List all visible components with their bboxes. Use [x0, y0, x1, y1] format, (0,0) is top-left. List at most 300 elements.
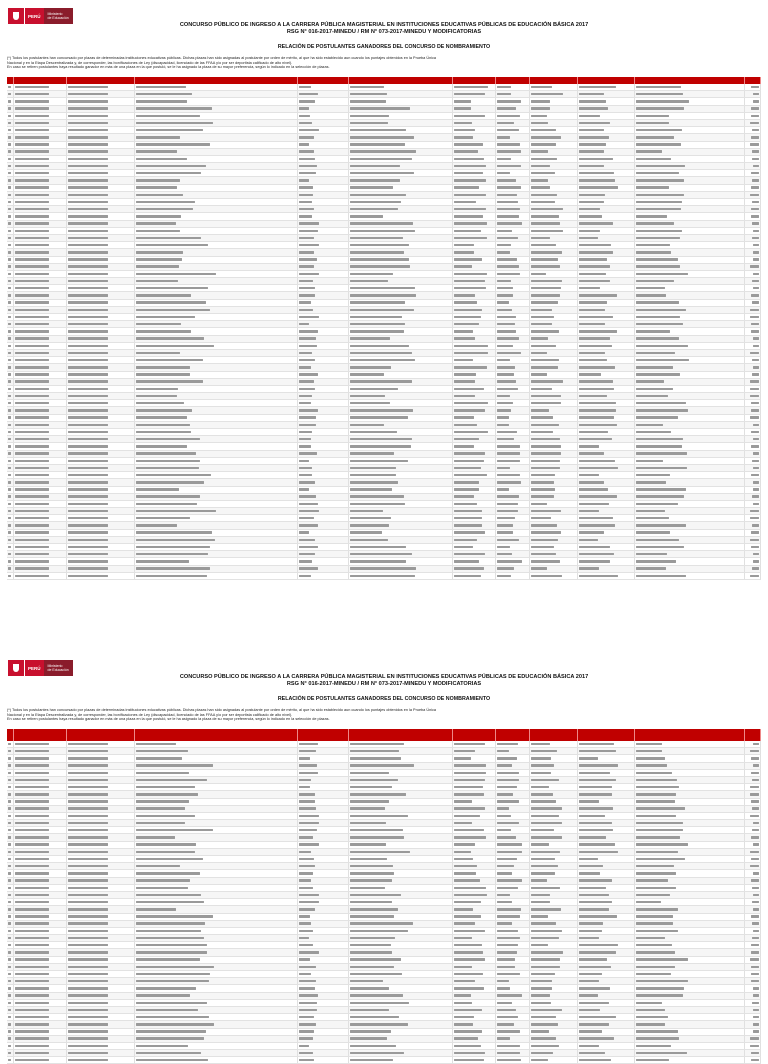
- cell-text-placeholder: [8, 495, 11, 497]
- cell-text-placeholder: [15, 495, 49, 497]
- cell-text-placeholder: [753, 488, 759, 490]
- cell-text-placeholder: [15, 186, 49, 188]
- column-header: [298, 77, 348, 84]
- cell-text-placeholder: [636, 908, 678, 910]
- table-row: [7, 328, 761, 335]
- cell-text-placeholder: [531, 851, 560, 853]
- cell-text-placeholder: [454, 273, 487, 275]
- cell-text-placeholder: [136, 345, 214, 347]
- cell-text-placeholder: [299, 424, 316, 426]
- table-cell: [745, 863, 761, 869]
- table-cell: [67, 1043, 135, 1049]
- cell-text-placeholder: [497, 452, 520, 454]
- table-cell: [349, 978, 453, 984]
- cell-text-placeholder: [531, 258, 558, 260]
- cell-text-placeholder: [636, 495, 684, 497]
- cell-text-placeholder: [531, 107, 550, 109]
- cell-text-placeholder: [299, 553, 315, 555]
- cell-text-placeholder: [636, 1009, 665, 1011]
- cell-text-placeholder: [636, 987, 684, 989]
- table-cell: [578, 957, 635, 963]
- table-cell: [67, 827, 135, 833]
- table-cell: [578, 386, 635, 392]
- table-row: [7, 221, 761, 228]
- cell-text-placeholder: [350, 807, 385, 809]
- cell-text-placeholder: [8, 757, 11, 759]
- cell-text-placeholder: [750, 793, 759, 795]
- cell-text-placeholder: [751, 1052, 759, 1054]
- table-cell: [578, 213, 635, 219]
- table-cell: [67, 336, 135, 342]
- table-cell: [496, 885, 529, 891]
- cell-text-placeholder: [68, 158, 108, 160]
- cell-text-placeholder: [299, 395, 312, 397]
- table-cell: [298, 436, 348, 442]
- cell-text-placeholder: [15, 107, 49, 109]
- table-row: [7, 870, 761, 877]
- table-row: [7, 971, 761, 978]
- table-row: [7, 799, 761, 806]
- table-cell: [496, 537, 529, 543]
- cell-text-placeholder: [8, 100, 11, 102]
- table-cell: [135, 906, 298, 912]
- table-cell: [635, 307, 745, 313]
- table-cell: [745, 300, 761, 306]
- table-cell: [14, 1057, 67, 1063]
- table-cell: [496, 544, 529, 550]
- table-cell: [635, 134, 745, 140]
- cell-text-placeholder: [636, 395, 668, 397]
- table-cell: [496, 156, 529, 162]
- cell-text-placeholder: [68, 843, 108, 845]
- table-cell: [67, 415, 135, 421]
- column-header: [745, 729, 761, 741]
- cell-text-placeholder: [636, 757, 665, 759]
- table-cell: [7, 192, 14, 198]
- cell-text-placeholder: [350, 431, 397, 433]
- cell-text-placeholder: [579, 345, 612, 347]
- cell-text-placeholder: [497, 894, 510, 896]
- cell-text-placeholder: [497, 280, 511, 282]
- table-cell: [7, 820, 14, 826]
- table-cell: [578, 393, 635, 399]
- cell-text-placeholder: [350, 230, 415, 232]
- cell-text-placeholder: [579, 908, 609, 910]
- cell-text-placeholder: [68, 980, 108, 982]
- cell-text-placeholder: [454, 879, 480, 881]
- table-cell: [635, 863, 745, 869]
- cell-text-placeholder: [8, 901, 11, 903]
- cell-text-placeholder: [68, 567, 108, 569]
- cell-text-placeholder: [299, 966, 316, 968]
- table-cell: [496, 113, 529, 119]
- cell-text-placeholder: [68, 230, 108, 232]
- table-row: [7, 249, 761, 256]
- cell-text-placeholder: [136, 872, 200, 874]
- table-cell: [67, 213, 135, 219]
- table-cell: [745, 98, 761, 104]
- cell-text-placeholder: [497, 460, 520, 462]
- table-cell: [530, 530, 578, 536]
- table-cell: [349, 820, 453, 826]
- table-cell: [496, 892, 529, 898]
- cell-text-placeholder: [136, 1045, 188, 1047]
- cell-text-placeholder: [531, 481, 554, 483]
- cell-text-placeholder: [350, 273, 393, 275]
- table-cell: [530, 185, 578, 191]
- cell-text-placeholder: [531, 115, 547, 117]
- table-cell: [745, 393, 761, 399]
- table-cell: [298, 1043, 348, 1049]
- cell-text-placeholder: [497, 438, 514, 440]
- table-cell: [496, 314, 529, 320]
- cell-text-placeholder: [454, 474, 487, 476]
- cell-text-placeholder: [497, 251, 510, 253]
- cell-text-placeholder: [636, 265, 680, 267]
- cell-text-placeholder: [497, 915, 520, 917]
- cell-text-placeholder: [579, 772, 610, 774]
- cell-text-placeholder: [752, 779, 759, 781]
- table-cell: [349, 343, 453, 349]
- cell-text-placeholder: [299, 208, 314, 210]
- cell-text-placeholder: [8, 750, 11, 752]
- cell-text-placeholder: [454, 488, 479, 490]
- table-cell: [135, 185, 298, 191]
- table-cell: [14, 443, 67, 449]
- table-cell: [349, 451, 453, 457]
- cell-text-placeholder: [299, 323, 309, 325]
- table-cell: [496, 364, 529, 370]
- table-cell: [635, 278, 745, 284]
- cell-text-placeholder: [68, 987, 108, 989]
- table-cell: [530, 429, 578, 435]
- table-cell: [745, 813, 761, 819]
- table-cell: [578, 784, 635, 790]
- cell-text-placeholder: [752, 901, 759, 903]
- table-cell: [135, 350, 298, 356]
- table-cell: [635, 292, 745, 298]
- table-cell: [349, 935, 453, 941]
- cell-text-placeholder: [136, 445, 187, 447]
- table-cell: [349, 522, 453, 528]
- table-cell: [635, 451, 745, 457]
- table-cell: [67, 763, 135, 769]
- cell-text-placeholder: [531, 807, 562, 809]
- table-cell: [453, 292, 496, 298]
- table-cell: [7, 1029, 14, 1035]
- cell-text-placeholder: [8, 879, 11, 881]
- table-cell: [14, 551, 67, 557]
- table-row: [7, 257, 761, 264]
- cell-text-placeholder: [636, 858, 685, 860]
- cell-text-placeholder: [579, 337, 610, 339]
- table-cell: [530, 221, 578, 227]
- table-cell: [349, 415, 453, 421]
- cell-text-placeholder: [68, 865, 108, 867]
- cell-text-placeholder: [752, 1002, 759, 1004]
- cell-text-placeholder: [68, 172, 108, 174]
- cell-text-placeholder: [531, 1030, 549, 1032]
- table-cell: [349, 393, 453, 399]
- cell-text-placeholder: [531, 438, 560, 440]
- cell-text-placeholder: [15, 930, 49, 932]
- cell-text-placeholder: [350, 309, 414, 311]
- cell-text-placeholder: [8, 201, 11, 203]
- cell-text-placeholder: [579, 495, 617, 497]
- table-cell: [530, 834, 578, 840]
- cell-text-placeholder: [454, 1016, 474, 1018]
- column-header: [453, 729, 496, 741]
- table-cell: [496, 278, 529, 284]
- cell-text-placeholder: [636, 86, 681, 88]
- table-cell: [349, 921, 453, 927]
- table-cell: [14, 156, 67, 162]
- cell-text-placeholder: [350, 186, 393, 188]
- table-cell: [578, 285, 635, 291]
- cell-text-placeholder: [753, 230, 759, 232]
- cell-text-placeholder: [579, 1052, 605, 1054]
- note-line: (*) Todos los postulantes han concursado por plazas de determinadas instituciones educativas públicas. Dichas plazas han sido asignadas al postulante por orden de mérito, al que ha sido establecido aun cuando los puntajes obtenidos en la Prueba Única: [7, 708, 437, 712]
- cell-text-placeholder: [15, 237, 49, 239]
- table-cell: [635, 777, 745, 783]
- cell-text-placeholder: [636, 165, 685, 167]
- table-cell: [578, 113, 635, 119]
- table-cell: [745, 928, 761, 934]
- table-cell: [453, 321, 496, 327]
- cell-text-placeholder: [531, 1045, 559, 1047]
- cell-text-placeholder: [752, 129, 759, 131]
- table-cell: [349, 235, 453, 241]
- cell-text-placeholder: [350, 779, 398, 781]
- table-cell: [578, 921, 635, 927]
- table-cell: [530, 906, 578, 912]
- cell-text-placeholder: [68, 517, 108, 519]
- cell-text-placeholder: [15, 851, 49, 853]
- table-cell: [530, 892, 578, 898]
- table-cell: [14, 494, 67, 500]
- cell-text-placeholder: [636, 793, 676, 795]
- table-cell: [14, 192, 67, 198]
- table-cell: [135, 1036, 298, 1042]
- cell-text-placeholder: [8, 1052, 11, 1054]
- table-cell: [7, 407, 14, 413]
- cell-text-placeholder: [15, 230, 49, 232]
- table-cell: [298, 415, 348, 421]
- table-cell: [298, 791, 348, 797]
- table-cell: [453, 357, 496, 363]
- table-cell: [349, 942, 453, 948]
- table-cell: [7, 163, 14, 169]
- table-cell: [635, 1036, 745, 1042]
- cell-text-placeholder: [8, 215, 11, 217]
- cell-text-placeholder: [299, 186, 313, 188]
- cell-text-placeholder: [579, 395, 607, 397]
- table-cell: [496, 899, 529, 905]
- cell-text-placeholder: [454, 438, 479, 440]
- cell-text-placeholder: [8, 922, 11, 924]
- table-cell: [496, 1043, 529, 1049]
- cell-text-placeholder: [751, 402, 759, 404]
- cell-text-placeholder: [497, 115, 520, 117]
- cell-text-placeholder: [350, 1016, 399, 1018]
- cell-text-placeholder: [15, 894, 49, 896]
- cell-text-placeholder: [531, 994, 550, 996]
- document-title: CONCURSO PÚBLICO DE INGRESO A LA CARRERA PÚBLICA MAGISTERIAL EN INSTITUCIONES EDUCATIVAS PÚBLICAS DE EDUCACIÓN BÁSICA 2017: [179, 674, 589, 680]
- cell-text-placeholder: [299, 359, 315, 361]
- table-cell: [14, 892, 67, 898]
- cell-text-placeholder: [454, 944, 482, 946]
- table-cell: [14, 914, 67, 920]
- cell-text-placeholder: [8, 230, 11, 232]
- table-cell: [298, 429, 348, 435]
- table-cell: [14, 993, 67, 999]
- table-cell: [578, 834, 635, 840]
- table-cell: [745, 964, 761, 970]
- table-cell: [745, 465, 761, 471]
- cell-text-placeholder: [299, 750, 316, 752]
- cell-text-placeholder: [497, 937, 520, 939]
- cell-text-placeholder: [531, 495, 554, 497]
- table-cell: [67, 748, 135, 754]
- table-cell: [453, 415, 496, 421]
- cell-text-placeholder: [299, 265, 314, 267]
- cell-text-placeholder: [136, 894, 201, 896]
- table-cell: [530, 515, 578, 521]
- table-cell: [135, 372, 298, 378]
- cell-text-placeholder: [350, 786, 392, 788]
- cell-text-placeholder: [350, 172, 414, 174]
- table-cell: [298, 451, 348, 457]
- table-cell: [745, 993, 761, 999]
- table-cell: [745, 1014, 761, 1020]
- table-row: [7, 163, 761, 170]
- cell-text-placeholder: [579, 851, 618, 853]
- table-cell: [530, 878, 578, 884]
- cell-text-placeholder: [68, 908, 108, 910]
- table-cell: [453, 784, 496, 790]
- cell-text-placeholder: [15, 251, 49, 253]
- cell-text-placeholder: [350, 445, 411, 447]
- cell-text-placeholder: [299, 345, 317, 347]
- cell-text-placeholder: [454, 1023, 473, 1025]
- cell-text-placeholder: [8, 951, 11, 953]
- cell-text-placeholder: [136, 495, 200, 497]
- cell-text-placeholder: [751, 944, 759, 946]
- table-cell: [298, 357, 348, 363]
- table-cell: [14, 515, 67, 521]
- cell-text-placeholder: [299, 539, 315, 541]
- table-cell: [7, 993, 14, 999]
- table-cell: [67, 1050, 135, 1056]
- cell-text-placeholder: [497, 1002, 512, 1004]
- table-cell: [530, 741, 578, 747]
- cell-text-placeholder: [15, 1009, 49, 1011]
- table-cell: [453, 508, 496, 514]
- table-cell: [496, 551, 529, 557]
- cell-text-placeholder: [753, 908, 759, 910]
- cell-text-placeholder: [454, 431, 488, 433]
- table-cell: [578, 878, 635, 884]
- table-cell: [298, 878, 348, 884]
- cell-text-placeholder: [454, 915, 481, 917]
- cell-text-placeholder: [350, 567, 416, 569]
- table-cell: [530, 551, 578, 557]
- table-cell: [67, 192, 135, 198]
- table-cell: [135, 928, 298, 934]
- table-cell: [14, 501, 67, 507]
- cell-text-placeholder: [68, 179, 108, 181]
- table-cell: [298, 177, 348, 183]
- table-row: [7, 1007, 761, 1014]
- cell-text-placeholder: [753, 843, 759, 845]
- cell-text-placeholder: [15, 201, 49, 203]
- cell-text-placeholder: [531, 388, 552, 390]
- cell-text-placeholder: [68, 208, 108, 210]
- cell-text-placeholder: [68, 445, 108, 447]
- table-row: [7, 544, 761, 551]
- cell-text-placeholder: [15, 481, 49, 483]
- table-cell: [349, 192, 453, 198]
- cell-text-placeholder: [8, 409, 11, 411]
- cell-text-placeholder: [350, 294, 416, 296]
- cell-text-placeholder: [454, 1052, 485, 1054]
- table-cell: [135, 443, 298, 449]
- table-cell: [453, 770, 496, 776]
- table-cell: [496, 935, 529, 941]
- cell-text-placeholder: [350, 851, 410, 853]
- table-cell: [7, 422, 14, 428]
- table-row: [7, 993, 761, 1000]
- table-cell: [349, 1029, 453, 1035]
- table-cell: [298, 530, 348, 536]
- cell-text-placeholder: [299, 93, 318, 95]
- cell-text-placeholder: [299, 922, 311, 924]
- table-cell: [135, 770, 298, 776]
- cell-text-placeholder: [15, 409, 49, 411]
- table-cell: [349, 185, 453, 191]
- cell-text-placeholder: [531, 373, 547, 375]
- table-cell: [530, 336, 578, 342]
- cell-text-placeholder: [68, 1002, 108, 1004]
- cell-text-placeholder: [579, 287, 600, 289]
- cell-text-placeholder: [350, 944, 391, 946]
- cell-text-placeholder: [68, 836, 108, 838]
- cell-text-placeholder: [136, 822, 185, 824]
- cell-text-placeholder: [531, 567, 547, 569]
- cell-text-placeholder: [636, 973, 671, 975]
- cell-text-placeholder: [15, 316, 49, 318]
- table-cell: [453, 870, 496, 876]
- table-cell: [530, 949, 578, 955]
- cell-text-placeholder: [68, 901, 108, 903]
- table-cell: [298, 551, 348, 557]
- table-cell: [14, 113, 67, 119]
- table-cell: [7, 1000, 14, 1006]
- table-row: [7, 235, 761, 242]
- table-row: [7, 400, 761, 407]
- table-cell: [745, 1000, 761, 1006]
- table-cell: [745, 221, 761, 227]
- table-row: [7, 921, 761, 928]
- table-cell: [298, 386, 348, 392]
- cell-text-placeholder: [68, 467, 108, 469]
- table-row: [7, 343, 761, 350]
- table-cell: [745, 820, 761, 826]
- cell-text-placeholder: [15, 244, 49, 246]
- cell-text-placeholder: [636, 894, 670, 896]
- cell-text-placeholder: [751, 215, 759, 217]
- table-cell: [453, 300, 496, 306]
